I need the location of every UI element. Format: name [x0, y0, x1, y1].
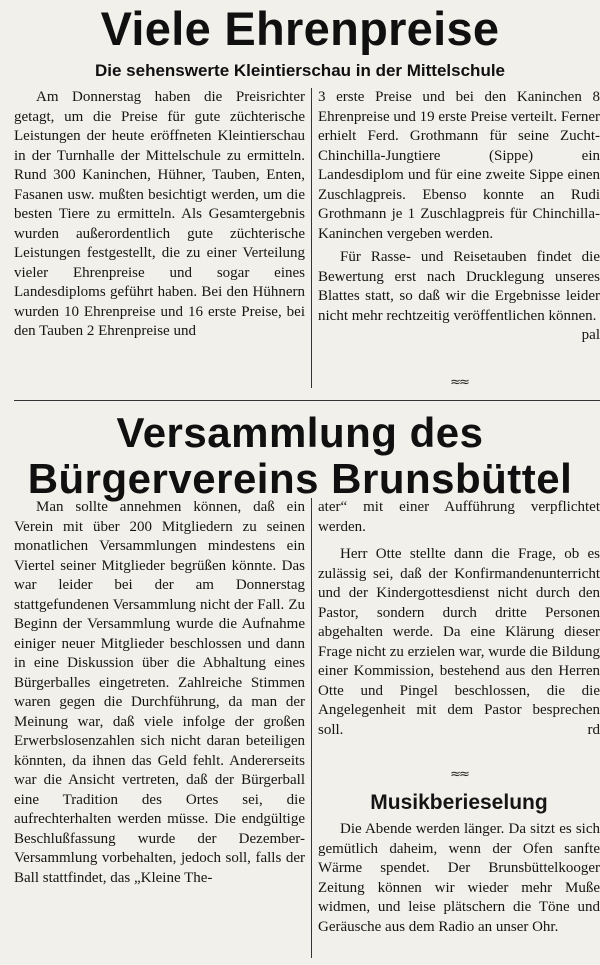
article1-signature: pal: [581, 327, 600, 343]
article2-headline: [0, 410, 600, 502]
article3-paragraph: Die Abende werden länger. Da sitzt es sich gemütlich daheim, wenn der Ofen sanfte Wärme spendet. Der Brunsbüttelkooger Zeitung können wir wieder mehr Muße widmen, und leise plätschern die Töne und Geräusche aus dem Radio an unser Ohr.: [318, 821, 600, 935]
article2-paragraph: [318, 545, 600, 740]
article2-paragraph: ater“ mit einer Aufführung verpflichtet werden.: [318, 499, 600, 535]
article3-column: [318, 820, 600, 937]
article1-column-right: [318, 88, 600, 346]
article2-column-right: [318, 498, 600, 740]
article2-paragraph: Man sollte annehmen können, daß ein Verein mit über 200 Mitgliedern zu seinen monatlichen Versammlungen mindestens ein Viertel seiner Mitglieder begrüßen könnte. Das war leider bei der am Donnerstag stattgefundenen Versammlung nicht der Fall. Zu Beginn der Versammlung wurde die Aufnahme einiger neuer Mitglieder beschlossen und dann in eine Diskussion über die Abhaltung eines Bürgerballes eingetreten. Zahlreiche Stimmen waren gegen die Durchführung, da man der Meinung war, daß viele infolge der großen Erwerbslosenzahlen sich nicht daran beteiligen könnten, da ihnen das Geld fehlt. Andererseits war die Ansicht vertreten, daß der Bürgerball eine Tradition des Ortes sei, die aufrechterhalten werden müsse. Die endgültige Beschlußfassung wurde der Dezember-Versammlung vorbehalten, jedoch soll, falls der Ball stattfindet, das „Kleine The-: [14, 499, 305, 886]
column-divider: [311, 88, 312, 388]
article1-paragraph-text: Für Rasse- und Reisetauben findet die Bewertung erst nach Drucklegung unseres Blattes statt, so daß wir die Ergebnisse leider nicht mehr rechtzeitig veröffentlichen können.: [318, 249, 600, 324]
article1-paragraph: Am Donnerstag haben die Preisrichter getagt, um die Preise für gute züchterische Leistungen der heute eröffneten Kleintierschau in der Turnhalle der Mittelschule zu ermitteln. Rund 300 Kaninchen, Hühner, Tauben, Enten, Fasanen usw. mußten besichtigt werden, um die besten Tiere zu ermitteln. Als Gesamtergebnis wurden außerordentlich gute züchterische Leistungen festgestellt, die zu einer Verteilung vieler Ehrenpreise und sogar eines Landesdiploms geführt haben. Bei den Hühnern wurden 10 Ehrenpreise und 16 erste Preise, bei den Tauben 2 Ehrenpreise und: [14, 89, 305, 339]
article1-headline: Viele Ehrenpreise: [100, 2, 500, 55]
article-separator: [14, 400, 600, 401]
article2-column-left: [14, 498, 305, 888]
article1-paragraph: 3 erste Preise und bei den Kaninchen 8 Ehrenpreise und 19 erste Preise verteilt. Ferner erhielt Ferd. Grothmann für seine Zucht-Chinchilla-Jungtiere (Sippe) ein Landesdiplom und für eine zweite Sippe einen Zuschlagpreis. Ebenso konnte an Rudi Grothmann je 1 Zuschlagpreis für Chinchilla-Kaninchen vergeben werden.: [318, 89, 600, 242]
article2-headline-line1: Versammlung des: [116, 409, 484, 456]
ornament-divider: ≈≈: [450, 375, 468, 390]
ornament-divider: ≈≈: [450, 767, 468, 782]
column-divider: [311, 498, 312, 958]
article1-column-left: [14, 88, 305, 342]
article2-signature: rd: [587, 721, 600, 738]
article2-paragraph-text: Herr Otte stellte dann die Frage, ob es zulässig sei, daß der Konfirmandenunterricht und der Kindergottesdienst nicht durch den Pastor, sondern durch dritte Personen abgehalten werde. Da eine Klärung dieser Frage nicht zu erzielen war, wurde die Bildung einer Kommission, bestehend aus den Herren Otte und Pingel beschlossen, die die Angelegenheit mit dem Pastor besprechen soll.: [318, 546, 600, 738]
article3-headline: Musikberieselung: [370, 791, 548, 814]
article1-subheadline: Die sehenswerte Kleintierschau in der Mittelschule: [94, 61, 506, 80]
article2-headline-line2: Bürgervereins Brunsbüttel: [27, 455, 573, 502]
article1-paragraph: [318, 248, 600, 343]
